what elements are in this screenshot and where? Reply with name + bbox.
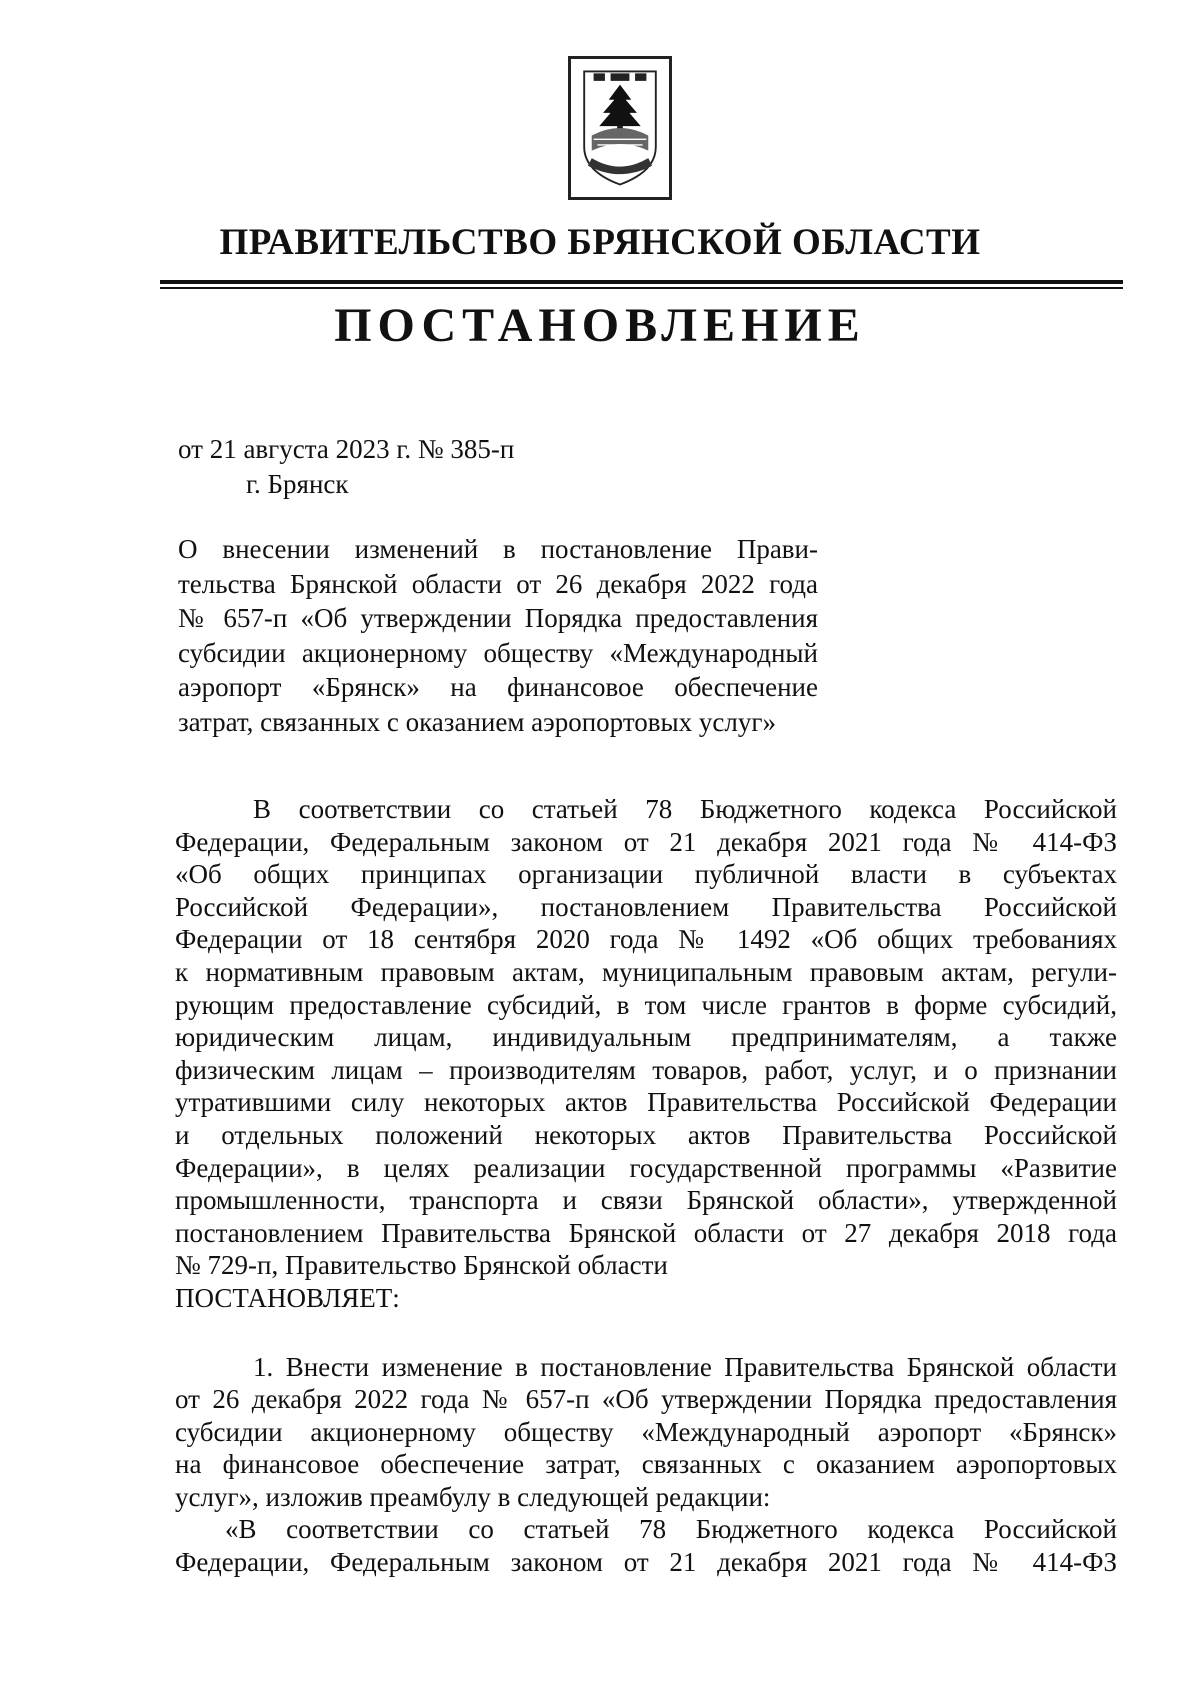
preamble-line: и отдельных положений некоторых актов Правительства Российской xyxy=(175,1119,1117,1150)
subject-line: затрат, связанных с оказанием аэропортовых услуг» xyxy=(178,706,776,737)
preamble-line: Российской Федерации», постановлением Правительства Российской xyxy=(175,891,1117,922)
preamble-line: юридическим лицам, индивидуальным предпринимателям, а также xyxy=(175,1022,1117,1053)
preamble-line: постановлением Правительства Брянской области от 27 декабря 2018 года xyxy=(175,1217,1117,1248)
item-1-line: субсидии акционерному обществу «Международный аэропорт «Брянск» xyxy=(175,1416,1117,1447)
preamble-line: Федерации от 18 сентября 2020 года № 1492 «Об общих требованиях xyxy=(175,924,1117,955)
preamble-line: физическим лицам – производителям товаров, работ, услуг, и о признании xyxy=(175,1054,1117,1085)
item-1-line: на финансовое обеспечение затрат, связанных с оказанием аэропортовых xyxy=(175,1449,1117,1480)
document-type-heading: ПОСТАНОВЛЕНИЕ xyxy=(334,299,866,352)
document-date-number: от 21 августа 2023 г. № 385-п xyxy=(178,434,515,464)
subject-line: тельства Брянской области от 26 декабря 2022 года xyxy=(178,568,818,599)
preamble-line: Федерации», в целях реализации государственной программы «Развитие xyxy=(175,1152,1117,1183)
subject-line: субсидии акционерному обществу «Международный xyxy=(178,637,818,668)
quoted-preamble-line: «В соответствии со статьей 78 Бюджетного кодекса Российской xyxy=(225,1514,1117,1545)
preamble-line: Федерации, Федеральным законом от 21 декабря 2021 года № 414-ФЗ xyxy=(175,826,1117,857)
document-body xyxy=(175,793,1117,1579)
preamble-line: к нормативным правовым актам, муниципальным правовым актам, регули- xyxy=(175,956,1117,987)
header-divider-thick xyxy=(160,280,1123,284)
item-1-line: услуг», изложив преамбулу в следующей редакции: xyxy=(175,1481,771,1512)
preamble-line: «Об общих принципах организации публичной власти в субъектах xyxy=(175,859,1117,890)
document-city: г. Брянск xyxy=(246,469,349,499)
preamble-line: В соответствии со статьей 78 Бюджетного кодекса Российской xyxy=(253,794,1117,824)
item-1-line: от 26 декабря 2022 года № 657-п «Об утверждении Порядка предоставления xyxy=(175,1384,1117,1415)
document-subject xyxy=(178,532,818,739)
header-divider-thin xyxy=(160,287,1123,289)
resolves-keyword: ПОСТАНОВЛЯЕТ: xyxy=(175,1282,400,1313)
subject-line: О внесении изменений в постановление Прави- xyxy=(178,534,818,564)
organization-title: ПРАВИТЕЛЬСТВО БРЯНСКОЙ ОБЛАСТИ xyxy=(219,222,981,263)
paragraph-gap xyxy=(175,1315,1117,1351)
coat-of-arms-emblem xyxy=(568,56,672,200)
subject-line: № 657-п «Об утверждении Порядка предоставления xyxy=(178,603,818,633)
preamble-line: № 729-п, Правительство Брянской области xyxy=(175,1250,668,1281)
preamble-line: рующим предоставление субсидий, в том числе грантов в форме субсидий, xyxy=(175,989,1117,1020)
item-1-line: 1. Внести изменение в постановление Правительства Брянской области xyxy=(253,1351,1117,1382)
preamble-line: промышленности, транспорта и связи Брянской области», утвержденной xyxy=(175,1185,1117,1216)
subject-line: аэропорт «Брянск» на финансовое обеспечение xyxy=(178,672,818,702)
bryansk-coat-of-arms-icon xyxy=(571,59,669,197)
preamble-line: утратившими силу некоторых актов Правительства Российской Федерации xyxy=(175,1087,1117,1118)
quoted-preamble-line: Федерации, Федеральным законом от 21 декабря 2021 года № 414-ФЗ xyxy=(175,1547,1117,1578)
